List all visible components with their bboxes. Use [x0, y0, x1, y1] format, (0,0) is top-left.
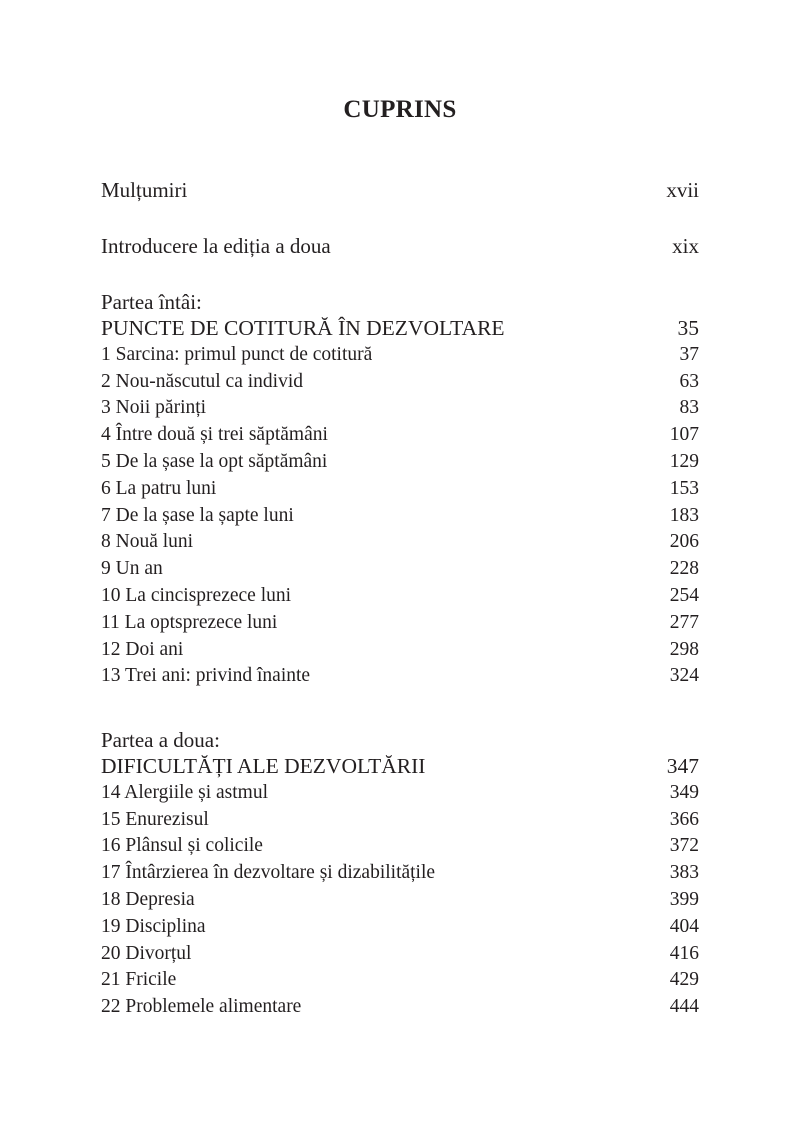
toc-entry-chapter[interactable] — [101, 342, 699, 369]
chapter-label: 8 Nouă luni — [101, 531, 194, 553]
chapter-page: 228 — [669, 558, 699, 580]
chapter-label: 1 Sarcina: primul punct de cotitură — [101, 343, 373, 365]
chapter-label: 4 Între două și trei săptămâni — [101, 424, 328, 446]
chapter-list — [101, 342, 699, 690]
toc-entry-chapter[interactable] — [101, 610, 699, 637]
toc-entry-chapter[interactable] — [101, 663, 699, 690]
toc-entry-chapter[interactable] — [101, 780, 699, 807]
entry-label: Introducere la ediția a doua — [101, 234, 331, 258]
dot-leader — [177, 984, 668, 985]
chapter-label: 17 Întârzierea în dezvoltare și dizabilitățile — [101, 862, 436, 884]
toc-entry-part-2[interactable] — [101, 753, 699, 780]
dot-leader — [184, 654, 668, 655]
chapter-label: 15 Enurezisul — [101, 808, 209, 830]
chapter-page: 277 — [669, 611, 699, 633]
chapter-label: 10 La cincisprezece luni — [101, 584, 292, 606]
chapter-page: 372 — [669, 835, 699, 857]
chapter-label: 16 Plânsul și colicile — [101, 835, 263, 857]
chapter-label: 12 Doi ani — [101, 638, 184, 660]
dot-leader — [329, 439, 669, 440]
chapter-page: 429 — [669, 969, 699, 991]
part-1-section — [101, 289, 699, 690]
chapter-list — [101, 780, 699, 1021]
entry-page: xix — [672, 234, 699, 258]
front-matter-list-2 — [101, 233, 699, 260]
chapter-page: 129 — [669, 450, 699, 472]
toc-entry-chapter[interactable] — [101, 503, 699, 530]
entry-page: xvii — [666, 178, 699, 202]
chapter-label: 6 La patru luni — [101, 477, 217, 499]
dot-leader — [302, 1011, 668, 1012]
dot-leader — [292, 600, 669, 601]
dot-leader — [207, 931, 669, 932]
toc-entry-chapter[interactable] — [101, 476, 699, 503]
dot-leader — [295, 520, 669, 521]
chapter-page: 83 — [679, 397, 699, 419]
chapter-page: 63 — [679, 370, 699, 392]
dot-leader — [278, 627, 668, 628]
chapter-page: 206 — [669, 531, 699, 553]
chapter-page: 37 — [679, 343, 699, 365]
chapter-page: 153 — [669, 477, 699, 499]
chapter-label: 18 Depresia — [101, 888, 195, 910]
toc-entry-chapter[interactable] — [101, 833, 699, 860]
toc-entry-chapter[interactable] — [101, 967, 699, 994]
toc-entry-introduction[interactable] — [101, 233, 699, 260]
part-label: Partea întâi: — [101, 290, 202, 314]
chapter-page: 416 — [669, 942, 699, 964]
part-label: Partea a doua: — [101, 728, 220, 752]
chapter-label: 21 Fricile — [101, 969, 177, 991]
chapter-page: 298 — [669, 638, 699, 660]
dot-leader — [426, 772, 665, 773]
toc-entry-acknowledgements[interactable] — [101, 177, 699, 204]
chapter-label: 9 Un an — [101, 558, 163, 580]
dot-leader — [210, 824, 669, 825]
toc-entry-chapter[interactable] — [101, 422, 699, 449]
dot-leader — [196, 904, 669, 905]
toc-entry-chapter[interactable] — [101, 449, 699, 476]
chapter-label: 7 De la șase la șapte luni — [101, 504, 294, 526]
chapter-page: 383 — [669, 862, 699, 884]
chapter-label: 19 Disciplina — [101, 915, 206, 937]
chapter-page: 444 — [669, 996, 699, 1018]
toc-entry-chapter[interactable] — [101, 529, 699, 556]
dot-leader — [269, 797, 669, 798]
chapter-page: 183 — [669, 504, 699, 526]
dot-leader — [264, 850, 669, 851]
part-title: DIFICULTĂȚI ALE DEZVOLTĂRII — [101, 754, 426, 778]
dot-leader — [192, 958, 668, 959]
dot-leader — [304, 386, 679, 387]
toc-entry-chapter[interactable] — [101, 395, 699, 422]
chapter-label: 13 Trei ani: privind înainte — [101, 665, 311, 687]
chapter-label: 11 La optsprezece luni — [101, 611, 278, 633]
chapter-label: 3 Noii părinți — [101, 397, 207, 419]
chapter-page: 399 — [669, 888, 699, 910]
dot-leader — [164, 573, 669, 574]
toc-entry-chapter[interactable] — [101, 556, 699, 583]
chapter-page: 366 — [669, 808, 699, 830]
toc-entry-chapter[interactable] — [101, 914, 699, 941]
dot-leader — [188, 196, 665, 197]
chapter-page: 254 — [669, 584, 699, 606]
dot-leader — [332, 252, 671, 253]
toc-entry-chapter[interactable] — [101, 860, 699, 887]
chapter-page: 349 — [669, 781, 699, 803]
chapter-page: 107 — [669, 424, 699, 446]
chapter-label: 22 Problemele alimentare — [101, 996, 302, 1018]
front-matter-list — [101, 177, 699, 204]
toc-entry-chapter[interactable] — [101, 369, 699, 396]
dot-leader — [373, 359, 678, 360]
dot-leader — [311, 680, 669, 681]
chapter-page: 324 — [669, 665, 699, 687]
chapter-page: 404 — [669, 915, 699, 937]
entry-page: 35 — [677, 316, 699, 340]
page-title: CUPRINS — [343, 96, 457, 123]
toc-entry-chapter[interactable] — [101, 941, 699, 968]
chapter-label: 2 Nou-născutul ca individ — [101, 370, 303, 392]
toc-entry-chapter[interactable] — [101, 807, 699, 834]
part-2-section — [101, 727, 699, 1021]
part-title: PUNCTE DE COTITURĂ ÎN DEZVOLTARE — [101, 316, 505, 340]
toc-entry-chapter[interactable] — [101, 887, 699, 914]
chapter-label: 20 Divorțul — [101, 942, 192, 964]
toc-entry-chapter[interactable] — [101, 637, 699, 664]
dot-leader — [194, 546, 669, 547]
entry-label: Mulțumiri — [101, 178, 188, 202]
dot-leader — [207, 412, 678, 413]
entry-page: 347 — [666, 754, 699, 778]
toc-entry-part-1[interactable] — [101, 315, 699, 342]
dot-leader — [436, 877, 669, 878]
chapter-label: 5 De la șase la opt săptămâni — [101, 450, 328, 472]
dot-leader — [506, 334, 677, 335]
dot-leader — [328, 466, 668, 467]
toc-entry-chapter[interactable] — [101, 994, 699, 1021]
dot-leader — [217, 493, 668, 494]
toc-entry-chapter[interactable] — [101, 583, 699, 610]
chapter-label: 14 Alergiile și astmul — [101, 781, 269, 803]
